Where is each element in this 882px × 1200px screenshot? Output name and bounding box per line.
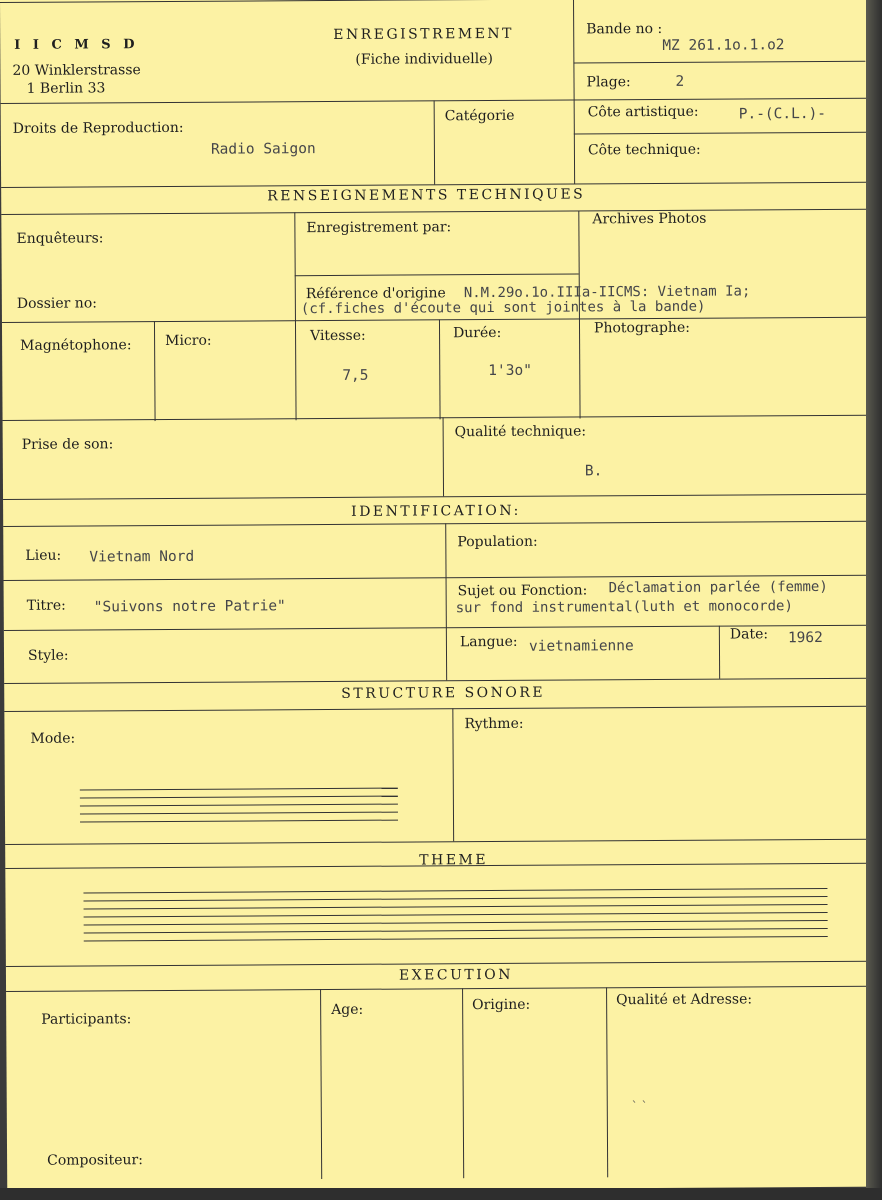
dossier-label: Dossier no: — [16, 295, 97, 312]
rule — [2, 317, 868, 323]
magnetophone-label: Magnétophone: — [20, 337, 132, 354]
rule — [0, 0, 868, 3]
sujet-value-1: Déclamation parlée (femme) — [608, 578, 828, 597]
archives-photos-label: Archives Photos — [592, 210, 707, 228]
langue-label: Langue: — [459, 633, 518, 651]
qualite-adresse-marks: ` ` — [631, 1099, 648, 1114]
theme-fill-line — [84, 912, 828, 918]
theme-fill-line — [84, 896, 828, 902]
theme-fill-line — [84, 904, 828, 910]
rule — [320, 989, 322, 1179]
rule — [434, 100, 436, 184]
theme-fill-line — [84, 928, 828, 934]
qualite-adresse-label: Qualité et Adresse: — [616, 991, 753, 1009]
plage-value: 2 — [675, 73, 685, 90]
rythme-label: Rythme: — [464, 715, 524, 733]
rule — [294, 212, 296, 420]
reference-label: Référence d'origine — [305, 285, 446, 303]
enregistrement-par-label: Enregistrement par: — [306, 219, 452, 237]
theme-fill-line — [84, 936, 828, 942]
rule — [1, 209, 867, 215]
bande-value: MZ 261.1o.1.o2 — [662, 37, 785, 54]
rule — [574, 132, 867, 135]
mode-label: Mode: — [30, 730, 76, 747]
rule — [3, 415, 869, 421]
mode-fill-line — [80, 804, 398, 807]
sujet-label: Sujet ou Fonction: — [457, 582, 588, 600]
population-label: Population: — [457, 533, 538, 551]
rule — [3, 494, 869, 500]
mode-fill-line — [80, 812, 398, 815]
vitesse-value: 7,5 — [342, 367, 369, 384]
prise-de-son-label: Prise de son: — [21, 436, 114, 453]
address-line-2: 1 Berlin 33 — [26, 80, 106, 97]
rule — [445, 523, 447, 680]
titre-value: "Suivons notre Patrie" — [93, 598, 286, 616]
rule — [573, 61, 865, 64]
duree-value: 1'3o" — [488, 362, 532, 380]
qualite-technique-label: Qualité technique: — [454, 423, 587, 441]
rule — [4, 706, 870, 712]
mode-fill-line — [80, 820, 398, 823]
titre-label: Titre: — [26, 597, 66, 614]
participants-label: Participants: — [41, 1011, 132, 1028]
reference-value-2: (cf.fiches d'écoute qui sont jointes à la bande) — [300, 298, 706, 318]
rule — [452, 708, 454, 841]
duree-label: Durée: — [452, 324, 502, 342]
address-line-1: 20 Winklerstrasse — [12, 62, 141, 79]
form-subtitle: (Fiche individuelle) — [355, 50, 493, 68]
rule — [443, 417, 444, 496]
droits-value: Radio Saigon — [210, 141, 316, 158]
cote-technique-label: Côte technique: — [587, 141, 701, 159]
origine-label: Origine: — [472, 996, 531, 1014]
sujet-value-2: sur fond instrumental(luth et monocorde) — [455, 598, 793, 617]
rule — [295, 273, 579, 276]
style-label: Style: — [27, 647, 69, 664]
reference-value-1: N.M.29o.1o.IIIa-IICMS: Vietnam Ia; — [463, 283, 751, 302]
theme-fill-line — [83, 888, 827, 894]
langue-value: vietnamienne — [528, 638, 634, 655]
enqueteurs-label: Enquêteurs: — [16, 230, 104, 247]
rule — [462, 988, 464, 1178]
bande-label: Bande no : — [586, 20, 663, 38]
section-title-structure: STRUCTURE SONORE — [341, 684, 546, 702]
rule — [154, 321, 156, 421]
mode-fill-line — [80, 796, 398, 799]
org-name: I I C M S D — [14, 37, 139, 53]
lieu-label: Lieu: — [25, 547, 62, 564]
categorie-label: Catégorie — [444, 107, 515, 125]
vitesse-label: Vitesse: — [310, 327, 366, 345]
micro-label: Micro: — [165, 332, 212, 349]
plage-label: Plage: — [586, 74, 631, 91]
date-value: 1962 — [787, 629, 823, 647]
rule — [4, 678, 870, 684]
theme-fill-line — [84, 920, 828, 926]
mode-fill-line — [80, 788, 398, 791]
rule — [606, 987, 608, 1177]
form-title: ENREGISTREMENT — [333, 25, 515, 43]
section-title-theme: THEME — [419, 852, 489, 869]
rule — [5, 839, 871, 845]
rule — [3, 521, 869, 527]
rule — [439, 319, 441, 419]
section-title-execution: EXECUTION — [398, 966, 514, 984]
age-label: Age: — [331, 1001, 364, 1018]
rule — [6, 961, 872, 967]
section-title-identification: IDENTIFICATION: — [351, 502, 521, 520]
rule — [719, 626, 720, 679]
lieu-value: Vietnam Nord — [89, 548, 195, 566]
compositeur-label: Compositeur: — [47, 1152, 143, 1169]
cote-artistique-value: P.-(C.L.)- — [738, 105, 827, 123]
photographe-label: Photographe: — [593, 319, 690, 337]
cote-artistique-label: Côte artistique: — [587, 103, 699, 121]
qualite-technique-value: B. — [584, 463, 603, 480]
scan-edge-shadow — [0, 1188, 882, 1200]
scan-edge-shadow — [866, 0, 882, 1200]
date-label: Date: — [729, 626, 769, 643]
section-title-technique: RENSEIGNEMENTS TECHNIQUES — [267, 186, 586, 205]
droits-label: Droits de Reproduction: — [12, 119, 184, 137]
rule — [573, 0, 575, 183]
